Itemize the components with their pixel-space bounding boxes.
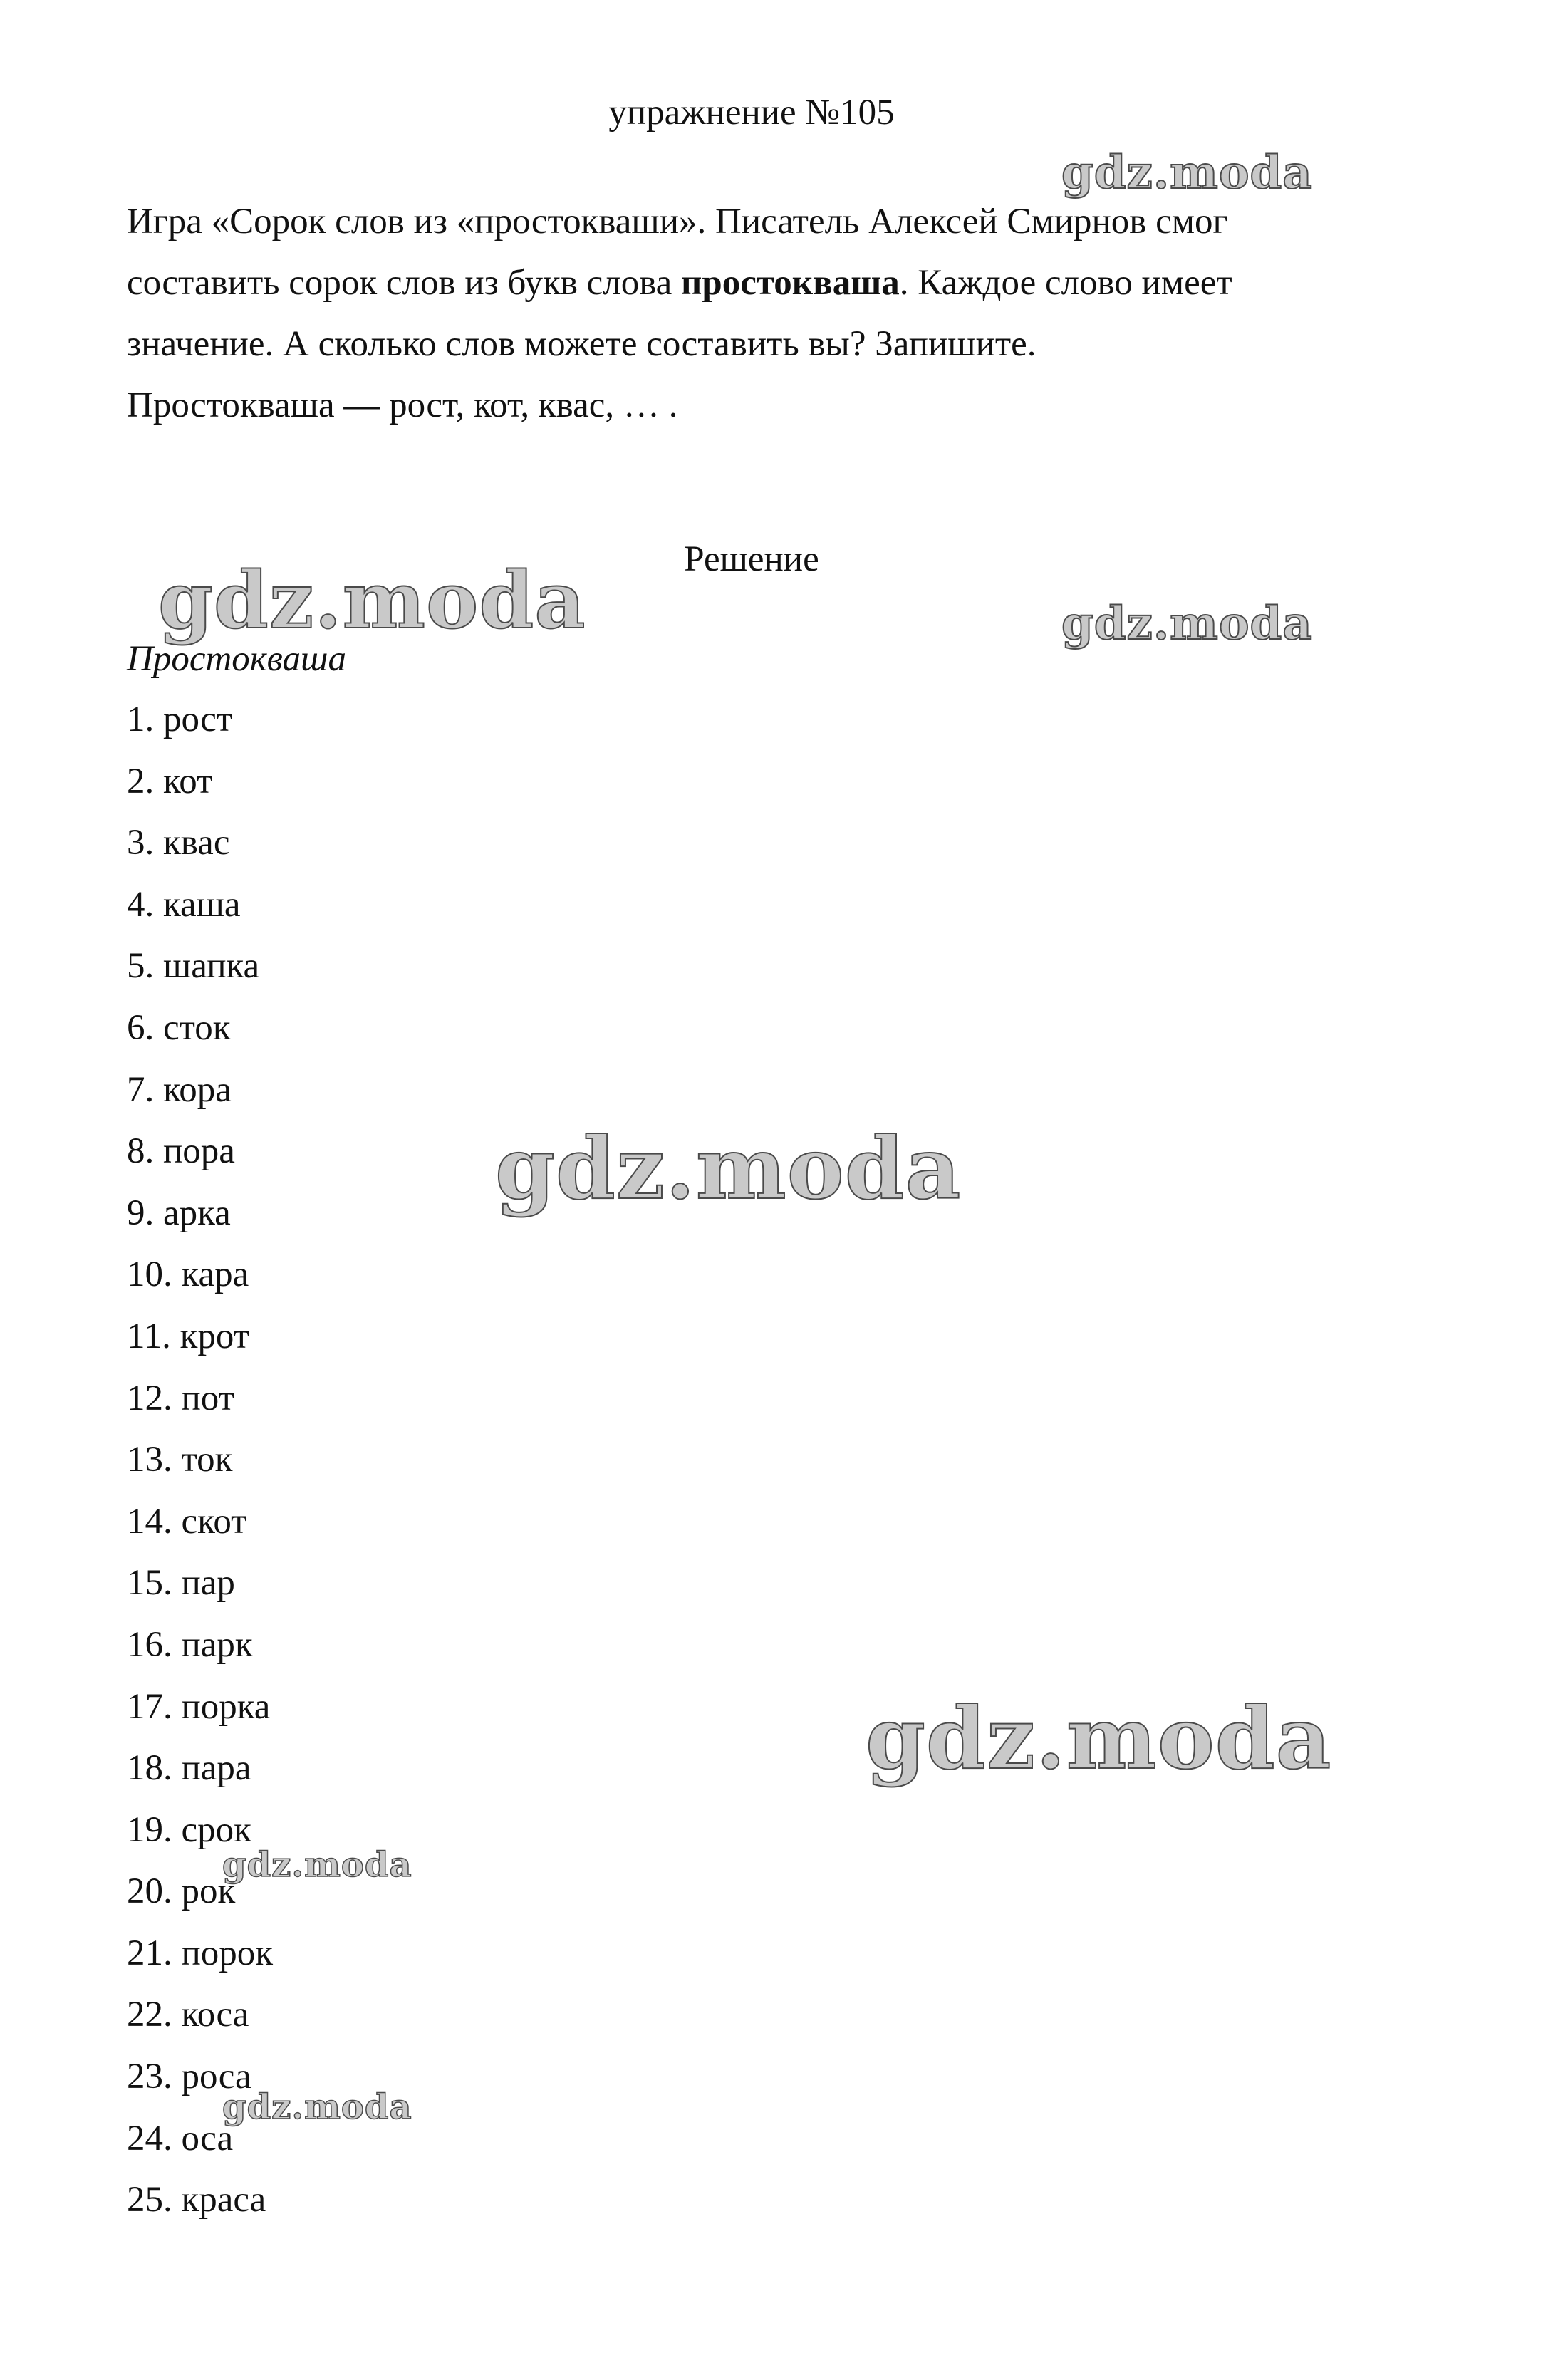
task-text-part2: . Каждое слово имеет значение. А сколько слов можете составить вы? Запишите.	[127, 263, 1232, 364]
watermark-logo: gdz.moda	[866, 1688, 1332, 1789]
list-item: 7. кора	[127, 1069, 232, 1110]
list-item: 15. пар	[127, 1563, 235, 1604]
list-item: 10. кара	[127, 1254, 249, 1295]
list-item: 2. кот	[127, 761, 213, 801]
task-paragraph	[127, 191, 1352, 375]
watermark-logo: gdz.moda	[222, 2087, 412, 2127]
list-item: 21. порок	[127, 1933, 274, 1973]
watermark-logo: gdz.moda	[1061, 146, 1313, 199]
solution-heading: Решение	[684, 539, 819, 579]
list-item: 18. пара	[127, 1748, 251, 1789]
list-item: 17. порка	[127, 1686, 271, 1727]
list-item: 1. рост	[127, 700, 233, 739]
watermark-logo: gdz.moda	[495, 1118, 962, 1219]
list-item: 6. сток	[127, 1007, 231, 1048]
list-item: 25. краса	[127, 2180, 266, 2220]
list-item: 12. пот	[127, 1378, 234, 1418]
task-bold-word: простокваша	[681, 263, 900, 303]
exercise-title: упражнение №105	[608, 93, 895, 132]
list-item: 4. каша	[127, 884, 241, 925]
list-item: 22. коса	[127, 1995, 249, 2035]
list-item: 3. квас	[127, 823, 230, 863]
watermark-logo: gdz.moda	[1061, 597, 1313, 650]
watermark-logo: gdz.moda	[158, 554, 586, 646]
task-text-part1: Игра «Сорок слов из «простокваши». Писатель Алексей Смирнов смог составить сорок слов из букв слова	[127, 202, 1228, 303]
list-item: 11. крот	[127, 1316, 250, 1356]
list-item: 13. ток	[127, 1440, 233, 1480]
task-text	[127, 191, 1352, 436]
watermark-logo: gdz.moda	[222, 1845, 412, 1885]
answer-list	[127, 698, 273, 2240]
source-word: Простокваша	[127, 639, 346, 679]
list-item: 20. рок	[127, 1871, 236, 1912]
task-example: Простокваша — рост, кот, квас, … .	[127, 385, 678, 425]
list-item: 8. пора	[127, 1131, 235, 1172]
list-item: 24. оса	[127, 2118, 234, 2158]
list-item: 16. парк	[127, 1624, 253, 1665]
list-item: 9. арка	[127, 1192, 231, 1233]
list-item: 14. скот	[127, 1501, 247, 1542]
list-item: 23. роса	[127, 2057, 251, 2097]
list-item: 5. шапка	[127, 946, 260, 987]
list-item: 19. срок	[127, 1809, 251, 1850]
